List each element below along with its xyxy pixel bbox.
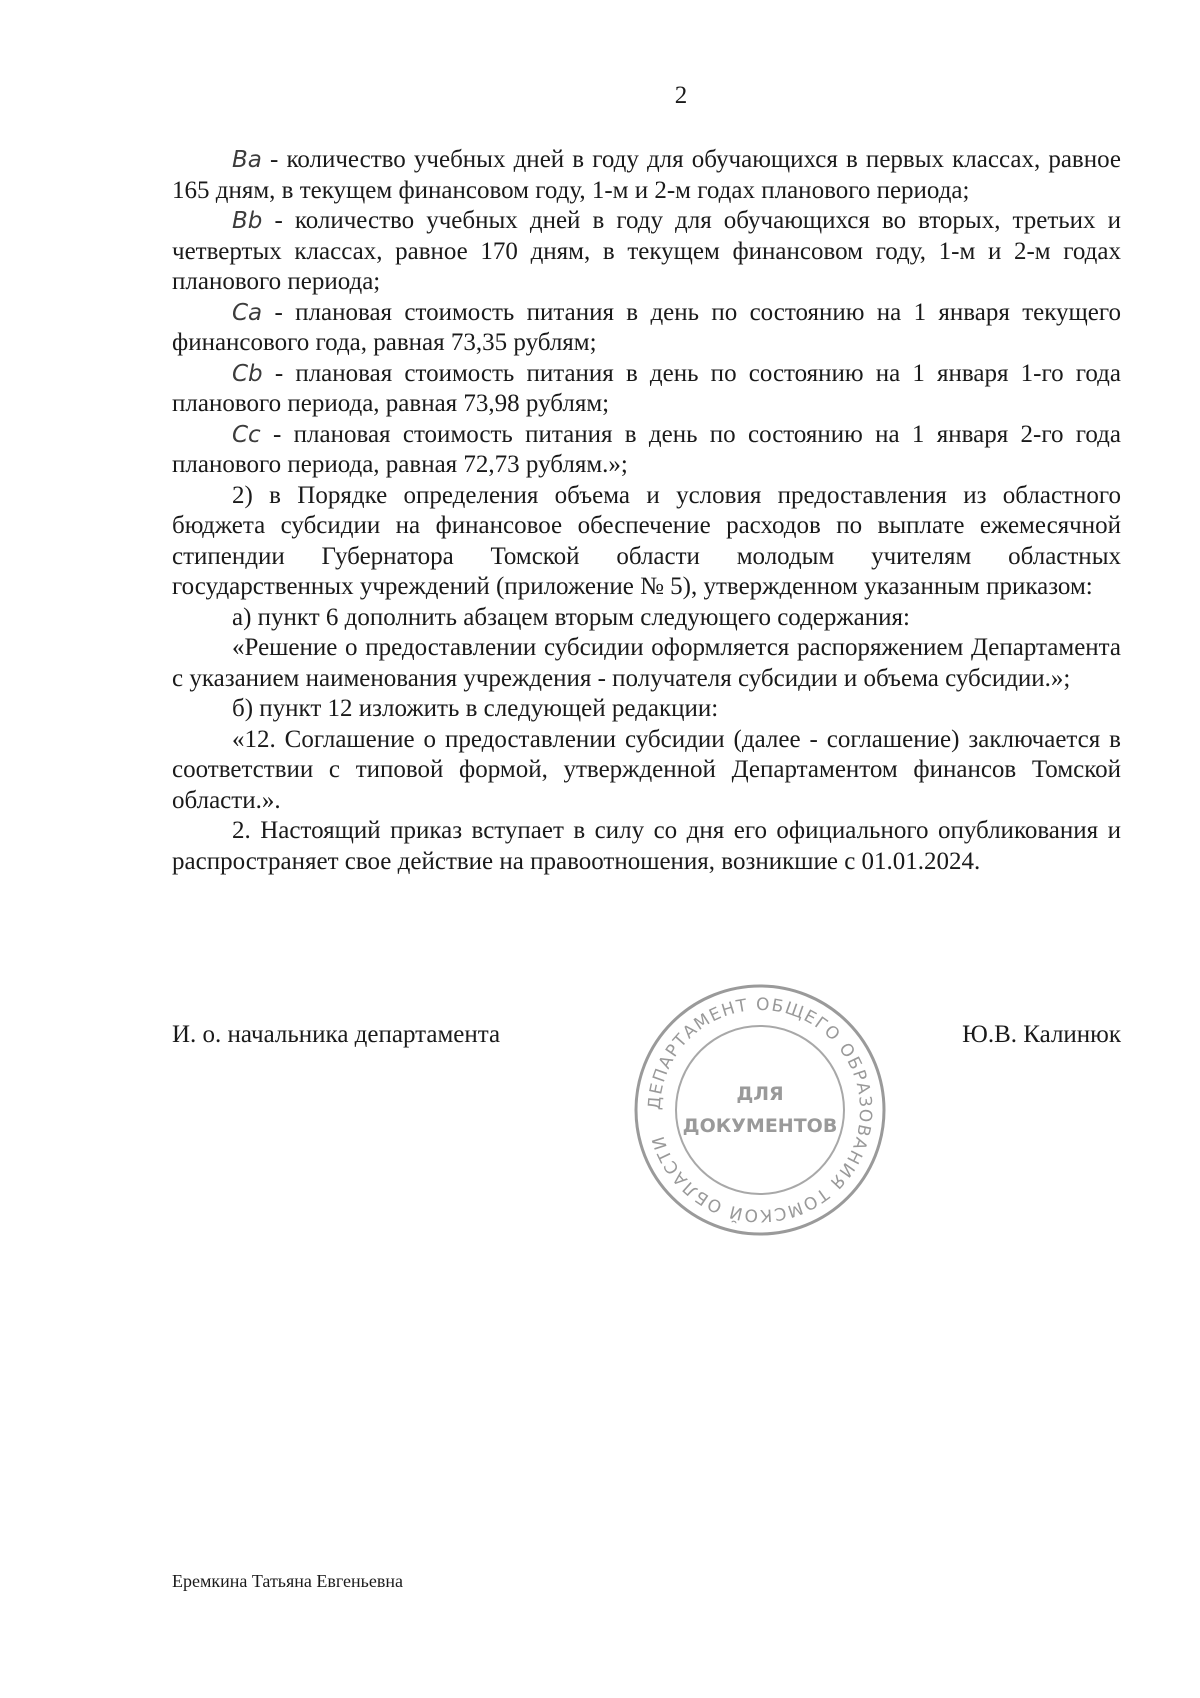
executor-name: Еремкина Татьяна Евгеньевна: [172, 1571, 404, 1591]
definition-cc: [172, 420, 1121, 481]
stamp-center-line-1: ДЛЯ: [736, 1083, 784, 1105]
definition-text: - количество учебных дней в году для обучающихся во вторых, третьих и четвертых классах, равное 170 дням, в текущем финансовом году, 1-м и 2-м годах планового периода;: [172, 207, 1121, 295]
paragraph-item-2: 2) в Порядке определения объема и условия предоставления из областного бюджета субсидии на финансовое обеспечение расходов по выплате ежемесячной стипендии Губернатора Томской области молодым учителям областных государственных учреждений (приложение № 5), утвержденном указанным приказом:: [172, 481, 1121, 600]
definition-text: - количество учебных дней в году для обучающихся в первых классах, равное 165 дням, в текущем финансовом году, 1-м и 2-м годах планового периода;: [172, 146, 1121, 204]
definition-text: - плановая стоимость питания в день по состоянию на 1 января текущего финансового года, равная 73,35 рублям;: [172, 298, 1121, 356]
official-stamp: [630, 980, 890, 1240]
definition-bb: [172, 206, 1121, 298]
paragraph-clause-2: 2. Настоящий приказ вступает в силу со дня его официального опубликования и распространяет свое действие на правоотношения, возникшие с 01.01.2024.: [172, 817, 1121, 875]
variable-symbol: Cb: [232, 360, 263, 387]
paragraph-sub-b: б) пункт 12 изложить в следующей редакции:: [232, 695, 719, 722]
variable-symbol: Ca: [232, 299, 263, 326]
paragraph-quote-a: «Решение о предоставлении субсидии оформляется распоряжением Департамента с указанием наименования учреждения - получателя субсидии и объема субсидии.»;: [172, 634, 1121, 692]
stamp-outer-ring: [636, 986, 884, 1234]
variable-symbol: Ba: [232, 147, 262, 173]
definition-cb: [172, 359, 1121, 420]
definition-ca: [172, 298, 1121, 359]
page-number: 2: [674, 82, 688, 109]
document-body: [172, 145, 1121, 877]
definition-text: - плановая стоимость питания в день по состоянию на 1 января 1-го года планового периода, равная 73,98 рублям;: [172, 359, 1121, 417]
signature-name: Ю.В. Калинюк: [962, 1021, 1121, 1048]
variable-symbol: Cc: [232, 421, 261, 448]
paragraph-sub-a: а) пункт 6 дополнить абзацем вторым следующего содержания:: [232, 603, 910, 631]
paragraph-quote-b: «12. Соглашение о предоставлении субсидии (далее - соглашение) заключается в соответствии с типовой формой, утвержденной Департаментом финансов Томской области.».: [172, 725, 1121, 814]
signature-title: И. о. начальника департамента: [172, 1021, 501, 1048]
stamp-inner-ring: [676, 1026, 844, 1194]
stamp-center-line-2: ДОКУМЕНТОВ: [682, 1115, 838, 1137]
definition-text: - плановая стоимость питания в день по состоянию на 1 января 2-го года планового периода, равная 72,73 рублям.»;: [172, 420, 1121, 478]
stamp-ring-text: ДЕПАРТАМЕНТ ОБЩЕГО ОБРАЗОВАНИЯ ТОМСКОЙ ОБЛАСТИ: [644, 994, 876, 1226]
variable-symbol: Bb: [232, 208, 263, 234]
definition-ba: [172, 145, 1121, 206]
